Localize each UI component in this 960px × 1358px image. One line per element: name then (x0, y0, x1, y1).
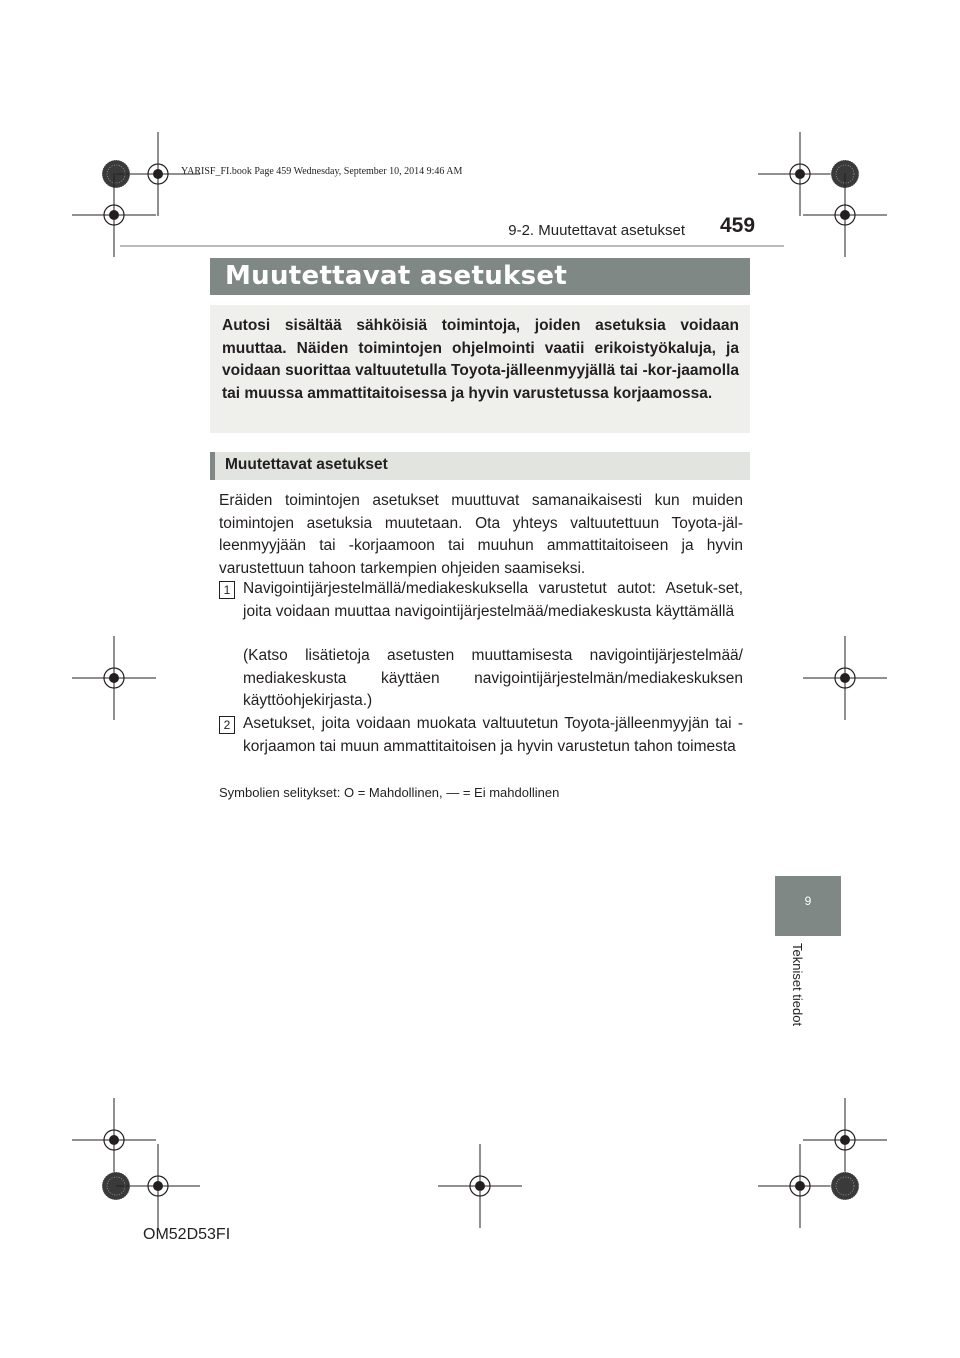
list-item (219, 578, 743, 708)
item-note: (Katso lisätietoja asetusten muuttamisesta navigointijärjestelmää/ mediakeskusta käyttäen navigointijärjestelmän/mediakeskuksen käyttöohjekirjasta.) (243, 647, 743, 709)
chapter-tab (775, 876, 841, 936)
page-title: Muutettavat asetukset (225, 261, 568, 291)
book-info: YARISF_FI.book Page 459 Wednesday, September 10, 2014 9:46 AM (181, 166, 463, 177)
header-rule (120, 245, 784, 247)
title-band (210, 258, 750, 295)
item-number: 1 (219, 581, 235, 599)
item-text: Navigointijärjestelmällä/mediakeskuksella varustetut autot: Asetuk-set, joita voidaan muuttaa navigointijärjestelmää/mediakeskusta käyttämällä (243, 580, 743, 620)
intro-text: Autosi sisältää sähköisiä toimintoja, joiden asetuksia voidaan muuttaa. Näiden toimintojen ohjelmointi vaatii erikoistyökaluja, ja voidaan suorittaa valtuutetulla Toyota-jälleenmyyjällä tai -kor-jaamolla tai muussa ammattitaitoisessa ja hyvin varustetussa korjaamossa. (222, 317, 739, 402)
chapter-label: Tekniset tiedot (790, 943, 805, 1027)
item-number: 2 (219, 716, 235, 734)
list-item (219, 713, 743, 783)
intro-box (210, 305, 750, 433)
chapter-number: 9 (804, 894, 812, 908)
subheading: Muutettavat asetukset (225, 456, 388, 473)
item-text: Asetukset, joita voidaan muokata valtuutetun Toyota-jälleenmyyjän tai -korjaamon tai muun ammattitaitoisen ja hyvin varustetun tahon toimesta (243, 715, 743, 755)
section-header: 9-2. Muutettavat asetukset (508, 222, 685, 239)
page-number: 459 (720, 214, 756, 237)
subheading-bar (210, 452, 215, 480)
document-code: OM52D53FI (143, 1226, 231, 1243)
symbol-legend: Symbolien selitykset: O = Mahdollinen, — = Ei mahdollinen (219, 785, 560, 800)
subheading-band (210, 452, 750, 480)
body-text: Eräiden toimintojen asetukset muuttuvat samanaikaisesti kun muiden toimintojen asetuksia muutetaan. Ota yhteys valtuutettuun Toyota-jäl-leenmyyjään tai -korjaamoon tai muuhun ammattitaitoiseen ja hyvin varustettuun tahoon tarkempien ohjeiden saamiseksi. (219, 492, 743, 577)
